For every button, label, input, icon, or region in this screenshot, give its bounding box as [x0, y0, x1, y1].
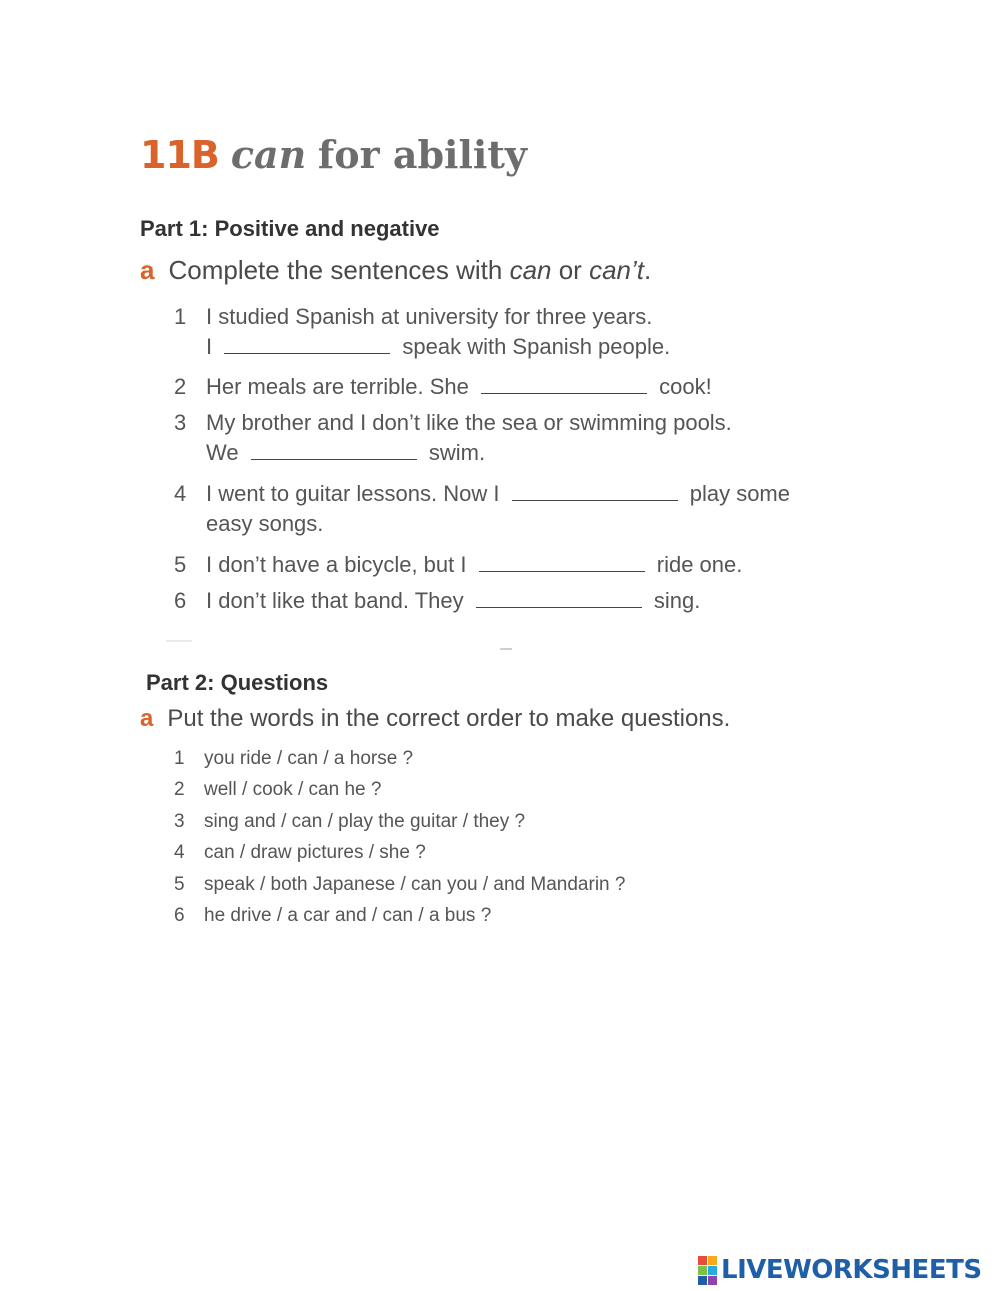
part2-heading: Part 2: Questions	[146, 670, 329, 695]
list-item: 3 sing and / can / play the guitar / they ?	[174, 811, 526, 832]
answer-blank[interactable]	[251, 441, 417, 460]
list-item: 4 I went to guitar lessons. Now I play some easy songs.	[174, 481, 790, 536]
answer-blank[interactable]	[479, 553, 645, 572]
page-title	[140, 128, 527, 181]
list-item: 1 I studied Spanish at university for three years. I speak with Spanish people.	[174, 304, 671, 359]
divider	[166, 640, 192, 642]
exercise-letter: a	[140, 255, 155, 285]
title-keyword: can	[230, 132, 307, 177]
list-item: 5 speak / both Japanese / can you / and Mandarin ?	[174, 874, 626, 895]
answer-blank[interactable]	[512, 482, 678, 501]
list-item: 6 I don’t like that band. They sing.	[174, 588, 701, 613]
answer-blank[interactable]	[476, 589, 642, 608]
logo-text: LIVEWORKSHEETS	[721, 1255, 982, 1285]
list-item: 6 he drive / a car and / can / a bus ?	[174, 905, 492, 926]
logo-icon	[698, 1256, 717, 1285]
unit-number: 11B	[140, 133, 219, 177]
answer-blank[interactable]	[481, 375, 647, 394]
divider	[500, 648, 512, 650]
liveworksheets-logo	[698, 1255, 982, 1285]
list-item: 4 can / draw pictures / she ?	[174, 842, 426, 863]
list-item: 1 you ride / can / a horse ?	[174, 748, 414, 769]
list-item: 2 well / cook / can he ?	[174, 779, 382, 800]
list-item: 2 Her meals are terrible. She cook!	[174, 374, 712, 399]
title-rest: for ability	[317, 132, 527, 177]
part2-instruction: a Put the words in the correct order to make questions.	[140, 705, 731, 732]
part1-heading: Part 1: Positive and negative	[140, 216, 440, 241]
exercise-letter: a	[140, 705, 154, 732]
part1-instruction: a Complete the sentences with can or can’t.	[140, 255, 652, 285]
list-item: 5 I don’t have a bicycle, but I ride one.	[174, 552, 743, 577]
answer-blank[interactable]	[224, 335, 390, 354]
list-item: 3 My brother and I don’t like the sea or swimming pools. We swim.	[174, 410, 732, 465]
